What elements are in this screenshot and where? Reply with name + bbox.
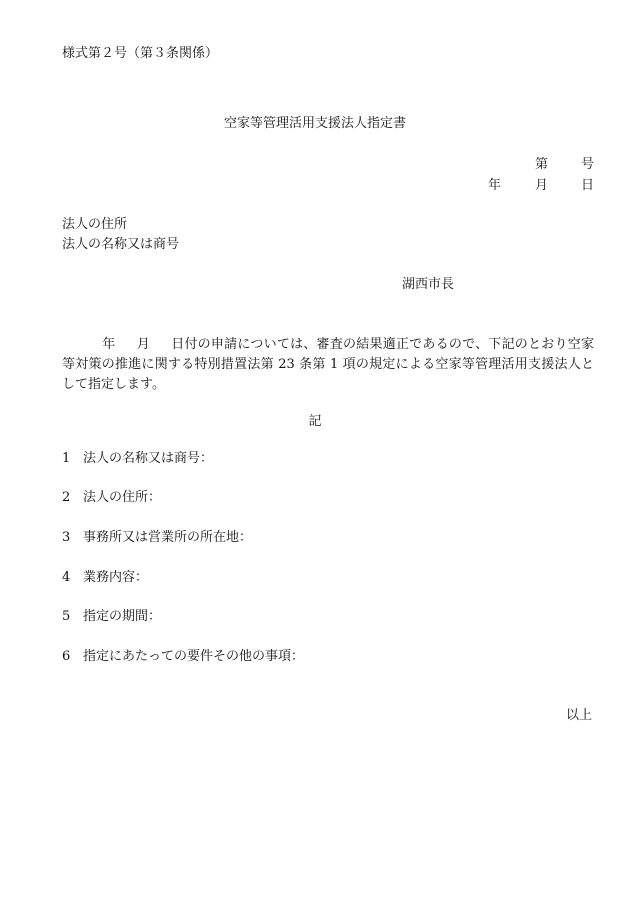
- reference-dai-label: 第: [535, 157, 549, 172]
- item-number: 1: [62, 451, 71, 466]
- body-text: 日付の申請については、審査の結果適正であるので、下記のとおり空家等対策の推進に関する特別措置法第 23 条第 1 項の規定による空家等管理活用支援法人として指定します。: [62, 337, 594, 392]
- list-item: [62, 530, 252, 546]
- item-label: 指定にあたっての要件その他の事項：: [83, 649, 305, 664]
- recipient-name-label: 法人の名称又は商号: [62, 237, 180, 252]
- item-number: 6: [62, 649, 71, 664]
- item-label: 業務内容：: [83, 570, 149, 585]
- date-month-label: 月: [535, 178, 549, 193]
- item-label: 事務所又は営業所の所在地：: [83, 530, 253, 545]
- item-number: 2: [62, 490, 71, 505]
- list-item: [62, 490, 161, 506]
- item-label: 指定の期間：: [83, 609, 162, 624]
- list-item: [62, 451, 213, 467]
- date-day-label: 日: [581, 178, 595, 193]
- list-item: [62, 649, 304, 665]
- recipient-address-label: 法人の住所: [62, 217, 128, 232]
- form-number: 様式第２号（第３条関係）: [62, 46, 219, 61]
- item-number: 3: [62, 530, 71, 545]
- reference-gou-label: 号: [581, 157, 595, 172]
- body-year-label: 年: [102, 337, 116, 352]
- issuer-name: 湖西市長: [402, 277, 455, 292]
- list-item: [62, 609, 161, 625]
- document-title: 空家等管理活用支援法人指定書: [223, 116, 406, 131]
- ki-heading: 記: [308, 414, 322, 429]
- body-month-label: 月: [136, 337, 150, 352]
- body-paragraph: [62, 335, 594, 395]
- item-label: 法人の住所：: [83, 490, 162, 505]
- item-number: 5: [62, 609, 71, 624]
- closing-ijou: 以上: [566, 708, 593, 723]
- date-year-label: 年: [488, 178, 502, 193]
- item-label: 法人の名称又は商号：: [83, 451, 214, 466]
- item-number: 4: [62, 570, 71, 585]
- list-item: [62, 570, 148, 586]
